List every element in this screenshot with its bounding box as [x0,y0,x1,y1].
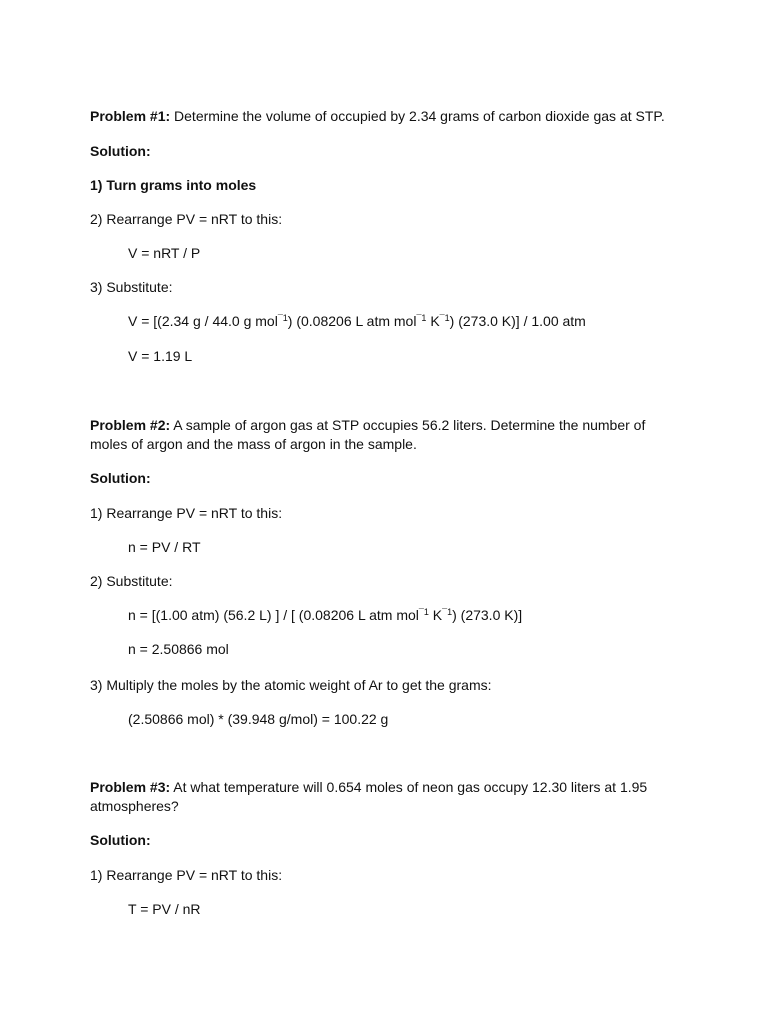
problem-2-equation-2 [128,606,728,625]
problem-1-step-1: 1) Turn grams into moles [90,177,257,193]
problem-2-step-3: 3) Multiply the moles by the atomic weight of Ar to get the grams: [90,677,492,693]
problem-2-step-2: 2) Substitute: [90,573,173,589]
superscript: ¯1 [439,313,450,323]
problem-3-statement [90,778,655,816]
problem-1-equation-1: V = nRT / P [128,245,201,261]
superscript: ¯1 [416,313,427,323]
problem-1-label: Problem #1: [90,108,171,124]
problem-3-text: At what temperature will 0.654 moles of neon gas occupy 12.30 liters at 1.95 atmospheres? [90,779,648,814]
equation-part: K [428,607,443,623]
equation-part: ) (273.0 K)] / 1.00 atm [449,313,586,329]
problem-2-solution-heading: Solution: [90,470,151,486]
problem-1-result: V = 1.19 L [128,348,193,364]
superscript: ¯1 [418,607,429,617]
equation-part: n = [(1.00 atm) (56.2 L) ] / [ (0.08206 L atm mol [128,607,419,623]
problem-1-text: Determine the volume of occupied by 2.34 grams of carbon dioxide gas at STP. [170,108,665,124]
problem-3-solution-heading: Solution: [90,832,151,848]
problem-1-step-3: 3) Substitute: [90,279,173,295]
problem-1-solution-heading: Solution: [90,143,151,159]
equation-part: V = [(2.34 g / 44.0 g mol [128,313,278,329]
equation-part: K [426,313,440,329]
equation-part: ) (273.0 K)] [452,607,523,623]
superscript: ¯1 [277,313,288,323]
problem-2-text: A sample of argon gas at STP occupies 56.2 liters. Determine the number of moles of argon and the mass of argon in the sample. [90,417,646,452]
problem-2-label: Problem #2: [90,417,171,433]
equation-part: ) (0.08206 L atm mol [287,313,417,329]
problem-2-equation-1: n = PV / RT [128,539,201,555]
problem-1-equation-2 [128,312,728,331]
problem-2-equation-3: (2.50866 mol) * (39.948 g/mol) = 100.22 g [128,711,389,727]
problem-2-step-1: 1) Rearrange PV = nRT to this: [90,505,283,521]
problem-1-step-2: 2) Rearrange PV = nRT to this: [90,211,283,227]
problem-3-equation-1: T = PV / nR [128,901,201,917]
superscript: ¯1 [442,607,453,617]
problem-3-label: Problem #3: [90,779,171,795]
problem-1-statement [90,107,690,126]
problem-3-step-1: 1) Rearrange PV = nRT to this: [90,867,283,883]
problem-2-result: n = 2.50866 mol [128,641,229,657]
problem-2-statement [90,416,655,454]
